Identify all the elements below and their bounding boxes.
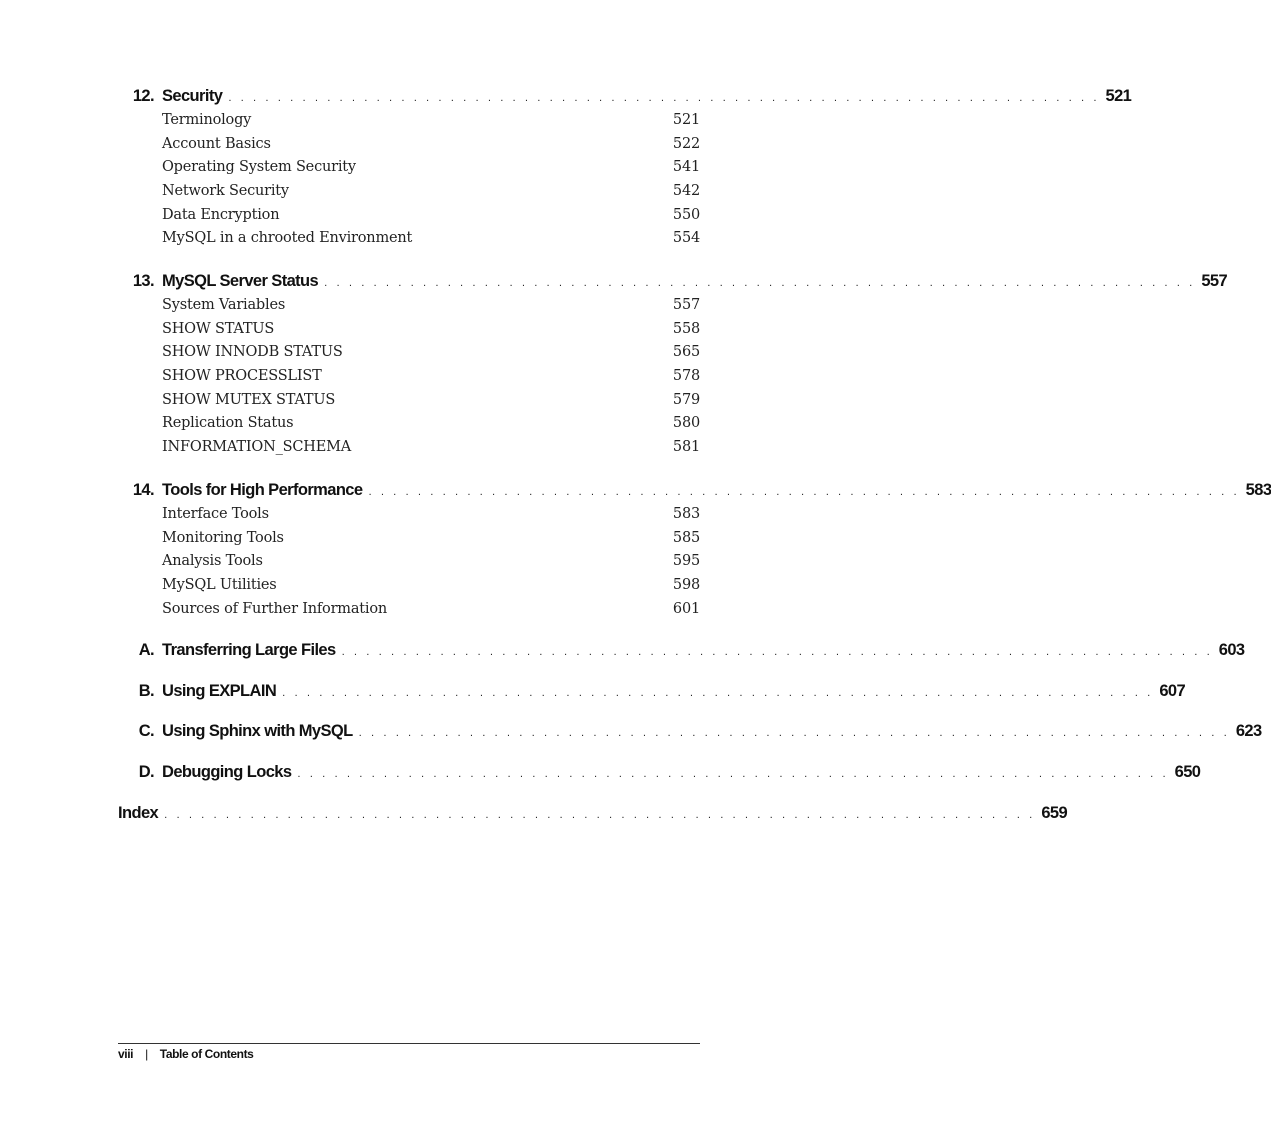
chapter-heading[interactable] (118, 87, 1132, 111)
section-entry[interactable] (162, 136, 700, 160)
section-entry[interactable] (162, 321, 700, 345)
appendix-title: Using Sphinx with MySQL (162, 722, 353, 740)
index-title: Index (118, 804, 159, 822)
section-page: 565 (672, 344, 700, 361)
section-entry[interactable] (162, 577, 700, 601)
section-page: 579 (672, 391, 700, 408)
appendix-letter: A. (138, 641, 154, 659)
section-title: System Variables (162, 297, 286, 313)
section-page: 550 (672, 206, 700, 223)
section-entry[interactable] (162, 230, 700, 254)
dot-leader: . . . . . . . . . . . . . . . . . . . . . . . . . . . . . . . . . . . . . . . . . . . . . . . . . . . . . . . . . . . . . . . . . . . . . . . (368, 487, 1240, 498)
section-title: SHOW INNODB STATUS (162, 344, 343, 361)
section-page: 542 (672, 183, 700, 200)
index-entry (118, 804, 1068, 828)
appendix-a (118, 641, 1245, 665)
appendix-title: Using EXPLAIN (162, 682, 277, 700)
section-title: SHOW STATUS (162, 320, 275, 337)
appendix-d (118, 763, 1201, 787)
section-entry[interactable] (162, 207, 700, 231)
section-entry[interactable] (162, 344, 700, 368)
section-page: 558 (672, 320, 700, 337)
section-entry[interactable] (162, 368, 700, 392)
running-title: Table of Contents (159, 1047, 254, 1061)
section-list (162, 112, 700, 254)
section-page: 595 (672, 553, 700, 570)
section-title: MySQL Utilities (162, 577, 277, 594)
section-entry[interactable] (162, 601, 700, 625)
section-title: Data Encryption (162, 206, 280, 223)
section-page: 557 (672, 297, 700, 313)
index-heading[interactable] (118, 804, 1068, 828)
dot-leader: . . . . . . . . . . . . . . . . . . . . . . . . . . . . . . . . . . . . . . . . . . . . . . . . . . . . . . . . . . . . . . . . . . . . . . . (324, 278, 1196, 289)
footer-rule (118, 1043, 700, 1044)
section-title: Analysis Tools (162, 553, 263, 570)
section-title: Terminology (162, 112, 252, 128)
appendix-heading[interactable] (118, 722, 1262, 746)
chapter-heading[interactable] (118, 481, 1271, 505)
section-title: Network Security (162, 183, 289, 200)
dot-leader: . . . . . . . . . . . . . . . . . . . . . . . . . . . . . . . . . . . . . . . . . . . . . . . . . . . . . . . . . . . . . . . . . . . . . . . (341, 647, 1213, 658)
chapter-number: 13. (132, 272, 154, 290)
section-page: 541 (672, 159, 700, 176)
appendix-page: 623 (1235, 722, 1262, 740)
section-page: 578 (672, 368, 700, 385)
appendix-heading[interactable] (118, 641, 1245, 665)
section-page: 554 (672, 230, 700, 247)
dot-leader: . . . . . . . . . . . . . . . . . . . . . . . . . . . . . . . . . . . . . . . . . . . . . . . . . . . . . . . . . . . . . . . . . . . . . . . (282, 688, 1154, 699)
chapter-title: Security (162, 87, 223, 105)
section-list (162, 297, 700, 463)
appendix-heading[interactable] (118, 763, 1201, 787)
appendix-letter: C. (138, 722, 154, 740)
chapter-heading[interactable] (118, 272, 1228, 296)
index-page: 659 (1041, 804, 1068, 822)
chapter-13 (118, 272, 1228, 463)
appendix-title: Debugging Locks (162, 763, 292, 781)
footer-separator: | (145, 1047, 148, 1061)
appendix-c (118, 722, 1262, 746)
section-title: Monitoring Tools (162, 529, 284, 546)
section-page: 521 (672, 112, 700, 128)
folio: viii (118, 1047, 134, 1061)
chapter-number: 12. (132, 87, 154, 105)
section-entry[interactable] (162, 183, 700, 207)
section-entry[interactable] (162, 415, 700, 439)
chapter-title: Tools for High Performance (162, 481, 363, 499)
section-title: Operating System Security (162, 159, 356, 176)
section-entry[interactable] (162, 392, 700, 416)
section-page: 581 (672, 439, 700, 456)
section-page: 585 (672, 529, 700, 546)
appendix-letter: D. (138, 763, 154, 781)
chapter-page: 521 (1105, 87, 1132, 105)
section-page: 601 (672, 600, 700, 617)
chapter-page: 583 (1245, 481, 1271, 499)
appendix-page: 603 (1218, 641, 1245, 659)
chapter-12 (118, 87, 1132, 254)
section-title: MySQL in a chrooted Environment (162, 230, 413, 247)
appendix-page: 650 (1174, 763, 1201, 781)
section-entry[interactable] (162, 553, 700, 577)
appendix-page: 607 (1159, 682, 1186, 700)
dot-leader: . . . . . . . . . . . . . . . . . . . . . . . . . . . . . . . . . . . . . . . . . . . . . . . . . . . . . . . . . . . . . . . . . . . . . . . (297, 769, 1169, 780)
dot-leader: . . . . . . . . . . . . . . . . . . . . . . . . . . . . . . . . . . . . . . . . . . . . . . . . . . . . . . . . . . . . . . . . . . . . . . . (164, 810, 1036, 821)
chapter-page: 557 (1201, 272, 1228, 290)
chapter-14 (118, 481, 1271, 624)
section-page: 522 (672, 135, 700, 152)
section-title: SHOW PROCESSLIST (162, 368, 322, 385)
section-entry[interactable] (162, 112, 700, 136)
section-entry[interactable] (162, 506, 700, 530)
chapter-title: MySQL Server Status (162, 272, 319, 290)
dot-leader: . . . . . . . . . . . . . . . . . . . . . . . . . . . . . . . . . . . . . . . . . . . . . . . . . . . . . . . . . . . . . . . . . . . . . . . (358, 728, 1230, 739)
section-entry[interactable] (162, 159, 700, 183)
section-page: 583 (672, 506, 700, 522)
section-page: 580 (672, 415, 700, 432)
appendix-title: Transferring Large Files (162, 641, 336, 659)
section-title: Sources of Further Information (162, 600, 388, 617)
section-title: Interface Tools (162, 506, 269, 522)
section-title: Account Basics (162, 135, 271, 152)
section-title: INFORMATION_SCHEMA (162, 439, 352, 456)
appendix-b (118, 682, 1186, 706)
page-footer (118, 1047, 253, 1065)
dot-leader: . . . . . . . . . . . . . . . . . . . . . . . . . . . . . . . . . . . . . . . . . . . . . . . . . . . . . . . . . . . . . . . . . . . . . . . (228, 93, 1100, 104)
section-entry[interactable] (162, 297, 700, 321)
section-entry[interactable] (162, 530, 700, 554)
section-entry[interactable] (162, 439, 700, 463)
appendix-letter: B. (138, 682, 154, 700)
chapter-number: 14. (132, 481, 154, 499)
section-list (162, 506, 700, 624)
section-title: Replication Status (162, 415, 294, 432)
appendix-heading[interactable] (118, 682, 1186, 706)
section-page: 598 (672, 577, 700, 594)
section-title: SHOW MUTEX STATUS (162, 391, 336, 408)
